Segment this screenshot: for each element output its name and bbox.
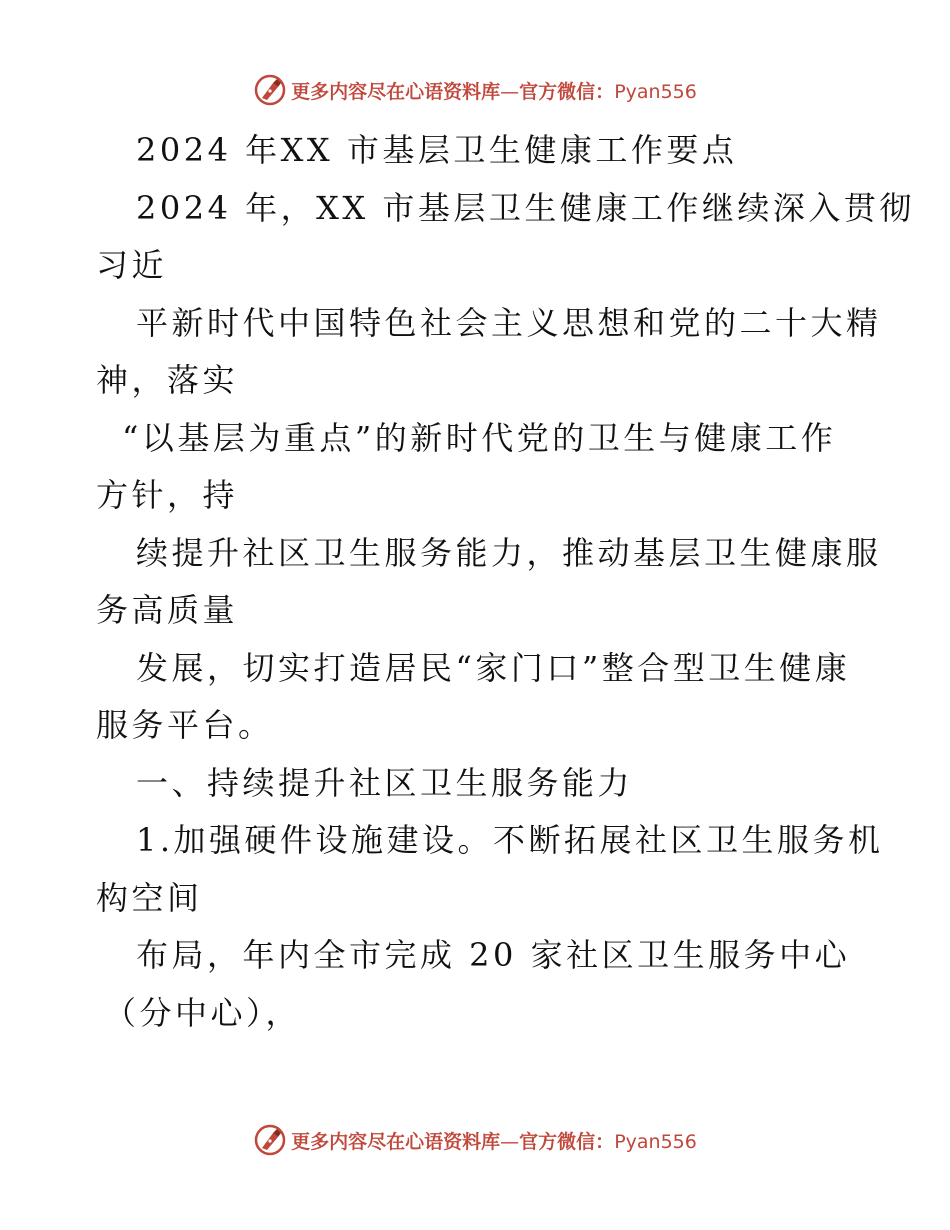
paragraph-line: “以基层为重点”的新时代党的卫生与健康工作 [122, 418, 837, 457]
watermark-official-text: 官方微信： [519, 80, 615, 103]
pen-nib-logo-icon [253, 73, 287, 107]
paragraph-line: 1.加强硬件设施建设。不断拓展社区卫生服务机 [136, 821, 884, 859]
pen-nib-logo-icon [253, 1123, 287, 1157]
watermark-text [291, 77, 697, 104]
paragraph-line: 神，落实 [96, 361, 239, 399]
paragraph-line: （分中心）， [104, 993, 302, 1032]
paragraph-line: 服务平台。 [96, 706, 274, 744]
paragraph-line: 2024 年，XX 市基层卫生健康工作继续深入贯彻 [136, 188, 915, 227]
paragraph-line: 务高质量 [96, 591, 239, 629]
watermark-separator: — [500, 80, 520, 103]
document-body [96, 122, 915, 1042]
paragraph-line: 平新时代中国特色社会主义思想和党的二十大精 [136, 303, 882, 342]
watermark-text [291, 1127, 697, 1154]
document-title: 2024 年XX 市基层卫生健康工作要点 [136, 131, 738, 169]
section-heading: 一、持续提升社区卫生服务能力 [136, 763, 634, 802]
watermark-handle: Pyan556 [614, 80, 697, 103]
watermark-main-text: 更多内容尽在心语资料库 [291, 80, 501, 103]
paragraph-line: 构空间 [96, 878, 203, 917]
header-watermark [0, 70, 950, 110]
watermark-main-text: 更多内容尽在心语资料库 [291, 1130, 501, 1153]
paragraph-line: 发展，切实打造居民“家门口”整合型卫生健康 [136, 648, 851, 687]
watermark-handle: Pyan556 [614, 1130, 697, 1153]
paragraph-line: 续提升社区卫生服务能力，推动基层卫生健康服 [136, 533, 882, 572]
paragraph-line: 布局，年内全市完成 20 家社区卫生服务中心 [136, 936, 851, 974]
watermark-official-text: 官方微信： [519, 1130, 615, 1153]
footer-watermark [0, 1120, 950, 1160]
paragraph-line: 方针，持 [96, 476, 239, 514]
paragraph-line: 习近 [96, 246, 168, 284]
watermark-separator: — [500, 1130, 520, 1153]
